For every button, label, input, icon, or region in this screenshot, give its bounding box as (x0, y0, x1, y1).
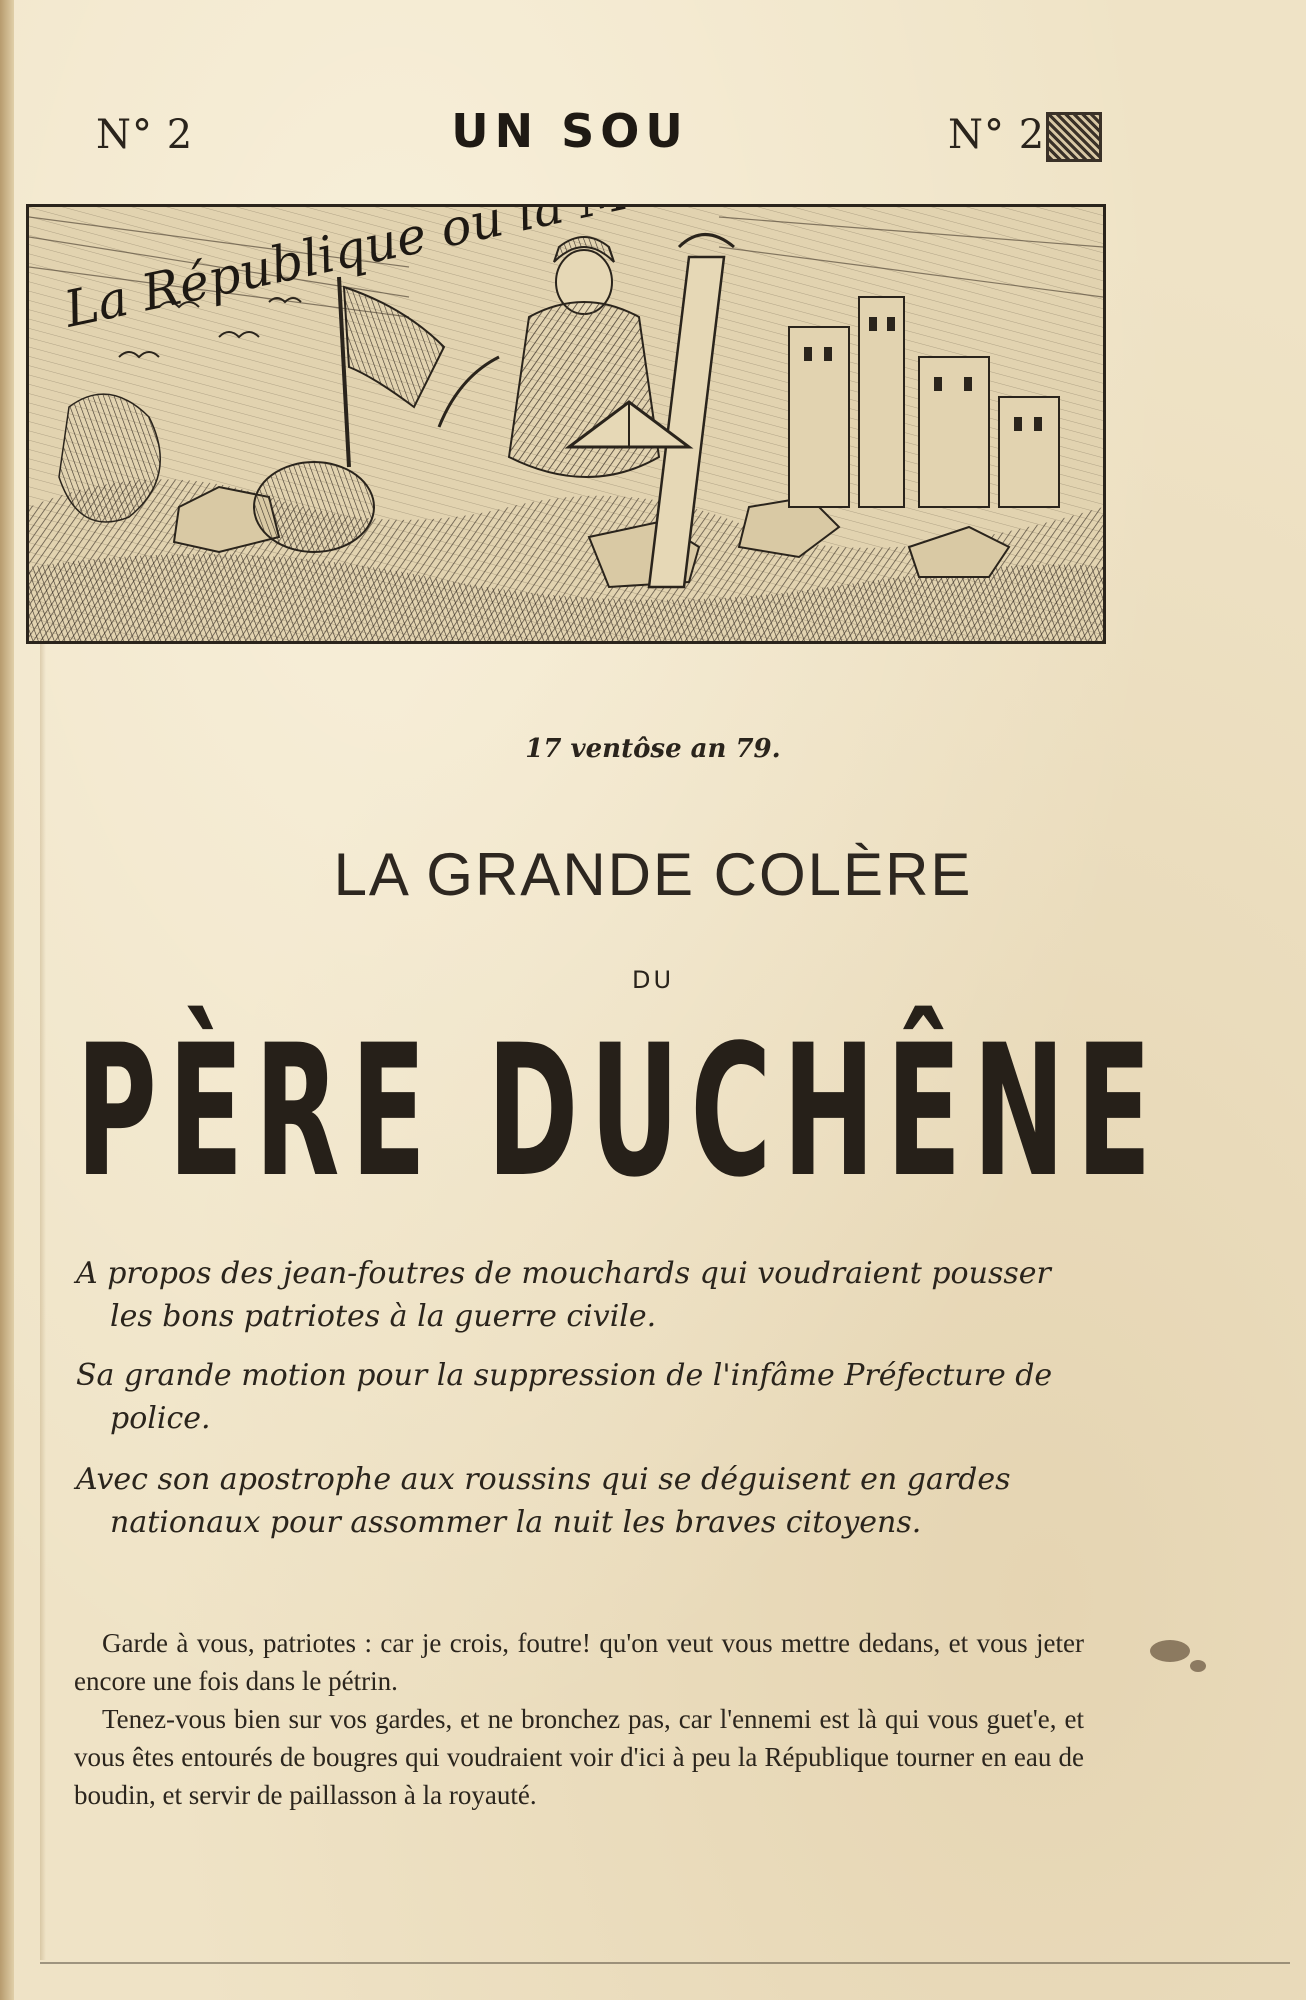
binding-edge (0, 0, 14, 2000)
headline-connector: DU (631, 966, 675, 994)
bottom-rule (40, 1962, 1290, 1964)
summary-item-1 (76, 1252, 1086, 1338)
engraving-drawing (29, 207, 1103, 641)
masthead-illustration (26, 204, 1106, 644)
gutter-shadow (40, 640, 46, 1960)
ink-stain (1190, 1660, 1206, 1672)
summary-text-3: Avec son apostrophe aux roussins qui se déguisent en gardes nationaux pour assommer la nuit les braves citoyens. (76, 1462, 1011, 1540)
summary-text-2: Sa grande motion pour la suppression de l'infâme Préfecture de police. (76, 1358, 1053, 1436)
summary-text-1: A propos des jean-foutres de mouchards qui voudraient pousser les bons patriotes à la guerre civile. (76, 1256, 1051, 1334)
dateline: 17 ventôse an 79. (525, 734, 781, 764)
body-paragraph-2: Tenez-vous bien sur vos gardes, et ne bronchez pas, car l'ennemi est là qui vous guet'e, et vous êtes entourés de bougres qui voudraient voir d'ici à peu la République tourner en eau de boudin, et servir de paillasson à la royauté. (74, 1704, 1084, 1810)
library-stamp (1046, 112, 1102, 162)
article-body (74, 1624, 1084, 1814)
body-paragraph-1: Garde à vous, patriotes : car je crois, foutre! qu'on veut vous mettre dedans, et vous jeter encore une fois dans le pétrin. (74, 1628, 1084, 1696)
price-label: UN SOU (451, 104, 689, 158)
issue-number-left: N° 2 (96, 112, 194, 158)
headline-main: PÈRE DUCHÊNE (76, 1005, 1163, 1217)
issue-number-right: N° 2 (948, 112, 1046, 158)
ink-stain (1150, 1640, 1190, 1662)
summary-item-2 (76, 1354, 1086, 1440)
summary-item-3 (76, 1458, 1086, 1544)
headline-line1: LA GRANDE COLÈRE (333, 841, 973, 908)
